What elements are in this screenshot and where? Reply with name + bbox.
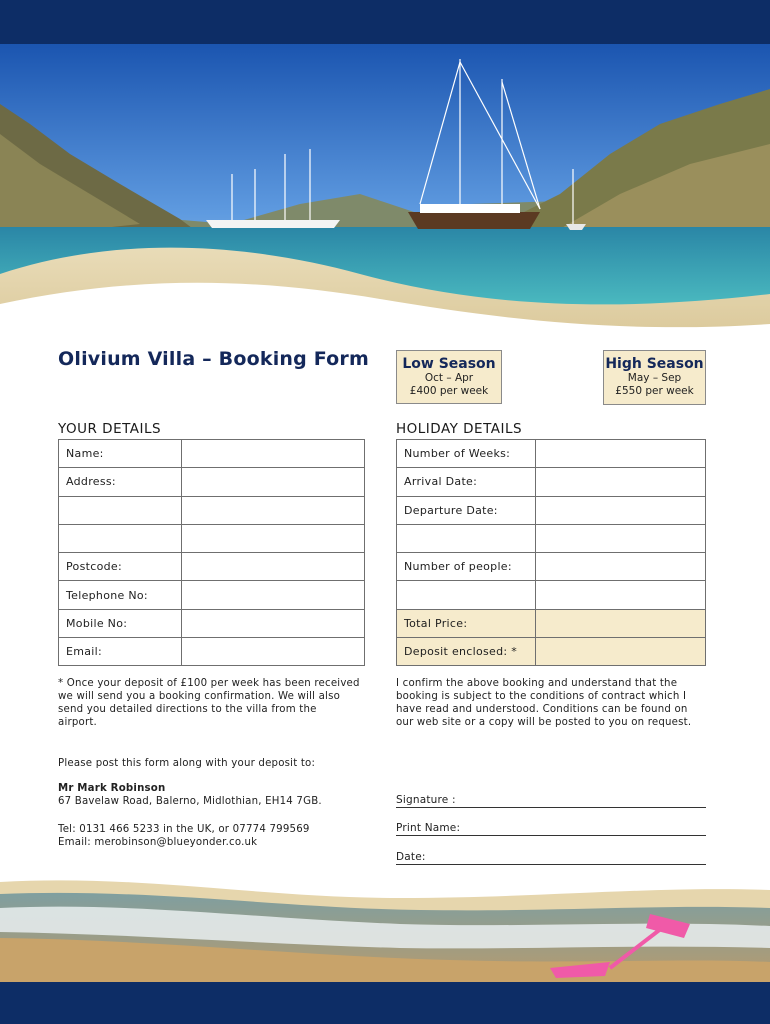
table-row [59, 440, 365, 468]
table-row [59, 524, 365, 552]
your-details-table [58, 439, 365, 666]
table-row [59, 638, 365, 666]
confirmation-note-line: I confirm the above booking and understand that the [396, 678, 678, 689]
your-details-heading: YOUR DETAILS [58, 421, 162, 437]
low-season-months: Oct – Apr [424, 372, 474, 384]
beach-photo [0, 868, 770, 984]
weeks-label: Number of Weeks: [397, 440, 536, 468]
email-label: Email: [59, 638, 182, 666]
footer-band [0, 982, 770, 1024]
high-season-box [603, 350, 706, 405]
people-field[interactable] [536, 553, 706, 581]
low-season-price: £400 per week [409, 385, 489, 397]
confirmation-note [396, 677, 706, 729]
signature-field[interactable]: Signature : [396, 794, 706, 808]
table-row [59, 468, 365, 496]
postcode-field[interactable] [182, 553, 365, 581]
address-field-3[interactable] [182, 524, 365, 552]
table-row [397, 496, 706, 524]
high-season-months: May – Sep [627, 372, 682, 384]
people-label: Number of people: [397, 553, 536, 581]
holiday-details-table [396, 439, 706, 666]
deposit-note-line: send you detailed directions to the villa from the [58, 704, 317, 715]
header-band [0, 0, 770, 44]
email-field[interactable] [182, 638, 365, 666]
address-label-blank [59, 524, 182, 552]
confirmation-note-line: our web site or a copy will be posted to you on request. [396, 717, 692, 728]
deposit-note-line: * Once your deposit of £100 per week has been received [58, 678, 360, 689]
holiday-details-heading: HOLIDAY DETAILS [396, 421, 523, 437]
yacht-bay-image [0, 44, 770, 354]
hero-photo [0, 44, 770, 354]
beach-image [0, 868, 770, 984]
deposit-field[interactable] [536, 638, 706, 666]
arrival-label: Arrival Date: [397, 468, 536, 496]
confirmation-note-line: have read and understood. Conditions can be found on [396, 704, 688, 715]
postal-tel: Tel: 0131 466 5233 in the UK, or 07774 799569 [58, 824, 310, 835]
low-season-box [396, 350, 502, 404]
deposit-label: Deposit enclosed: * [397, 638, 536, 666]
telephone-field[interactable] [182, 581, 365, 609]
name-label: Name: [59, 440, 182, 468]
post-intro: Please post this form along with your deposit to: [58, 758, 316, 769]
mobile-label: Mobile No: [59, 609, 182, 637]
table-row [397, 638, 706, 666]
blank-field[interactable] [536, 581, 706, 609]
high-season-name: High Season [605, 356, 704, 372]
postal-name-text: Mr Mark Robinson [58, 783, 166, 794]
address-label: Address: [59, 468, 182, 496]
postal-address: 67 Bavelaw Road, Balerno, Midlothian, EH14 7GB. [58, 796, 322, 807]
table-row [397, 581, 706, 609]
table-row [397, 440, 706, 468]
table-row [59, 496, 365, 524]
table-row [59, 553, 365, 581]
form-title: Olivium Villa – Booking Form [58, 348, 369, 370]
table-row [397, 524, 706, 552]
total-price-field[interactable] [536, 609, 706, 637]
high-season-price: £550 per week [615, 385, 694, 397]
blank-field[interactable] [536, 524, 706, 552]
arrival-field[interactable] [536, 468, 706, 496]
deposit-note-line: airport. [58, 717, 97, 728]
table-row [59, 581, 365, 609]
telephone-label: Telephone No: [59, 581, 182, 609]
weeks-field[interactable] [536, 440, 706, 468]
date-field[interactable]: Date: [396, 851, 706, 865]
table-row [59, 609, 365, 637]
name-field[interactable] [182, 440, 365, 468]
address-label-blank [59, 496, 182, 524]
table-row [397, 468, 706, 496]
print-name-field[interactable]: Print Name: [396, 822, 706, 836]
deposit-note [58, 677, 363, 729]
mobile-field[interactable] [182, 609, 365, 637]
total-price-label: Total Price: [397, 609, 536, 637]
address-field-2[interactable] [182, 496, 365, 524]
low-season-name: Low Season [402, 356, 496, 372]
confirmation-note-line: booking is subject to the conditions of contract which I [396, 691, 687, 702]
blank-label [397, 524, 536, 552]
postcode-label: Postcode: [59, 553, 182, 581]
postal-name [58, 782, 165, 795]
table-row [397, 609, 706, 637]
table-row [397, 553, 706, 581]
blank-label [397, 581, 536, 609]
departure-label: Departure Date: [397, 496, 536, 524]
departure-field[interactable] [536, 496, 706, 524]
address-field-1[interactable] [182, 468, 365, 496]
deposit-note-line: we will send you a booking confirmation. We will also [58, 691, 341, 702]
postal-email: Email: merobinson@blueyonder.co.uk [58, 837, 258, 848]
